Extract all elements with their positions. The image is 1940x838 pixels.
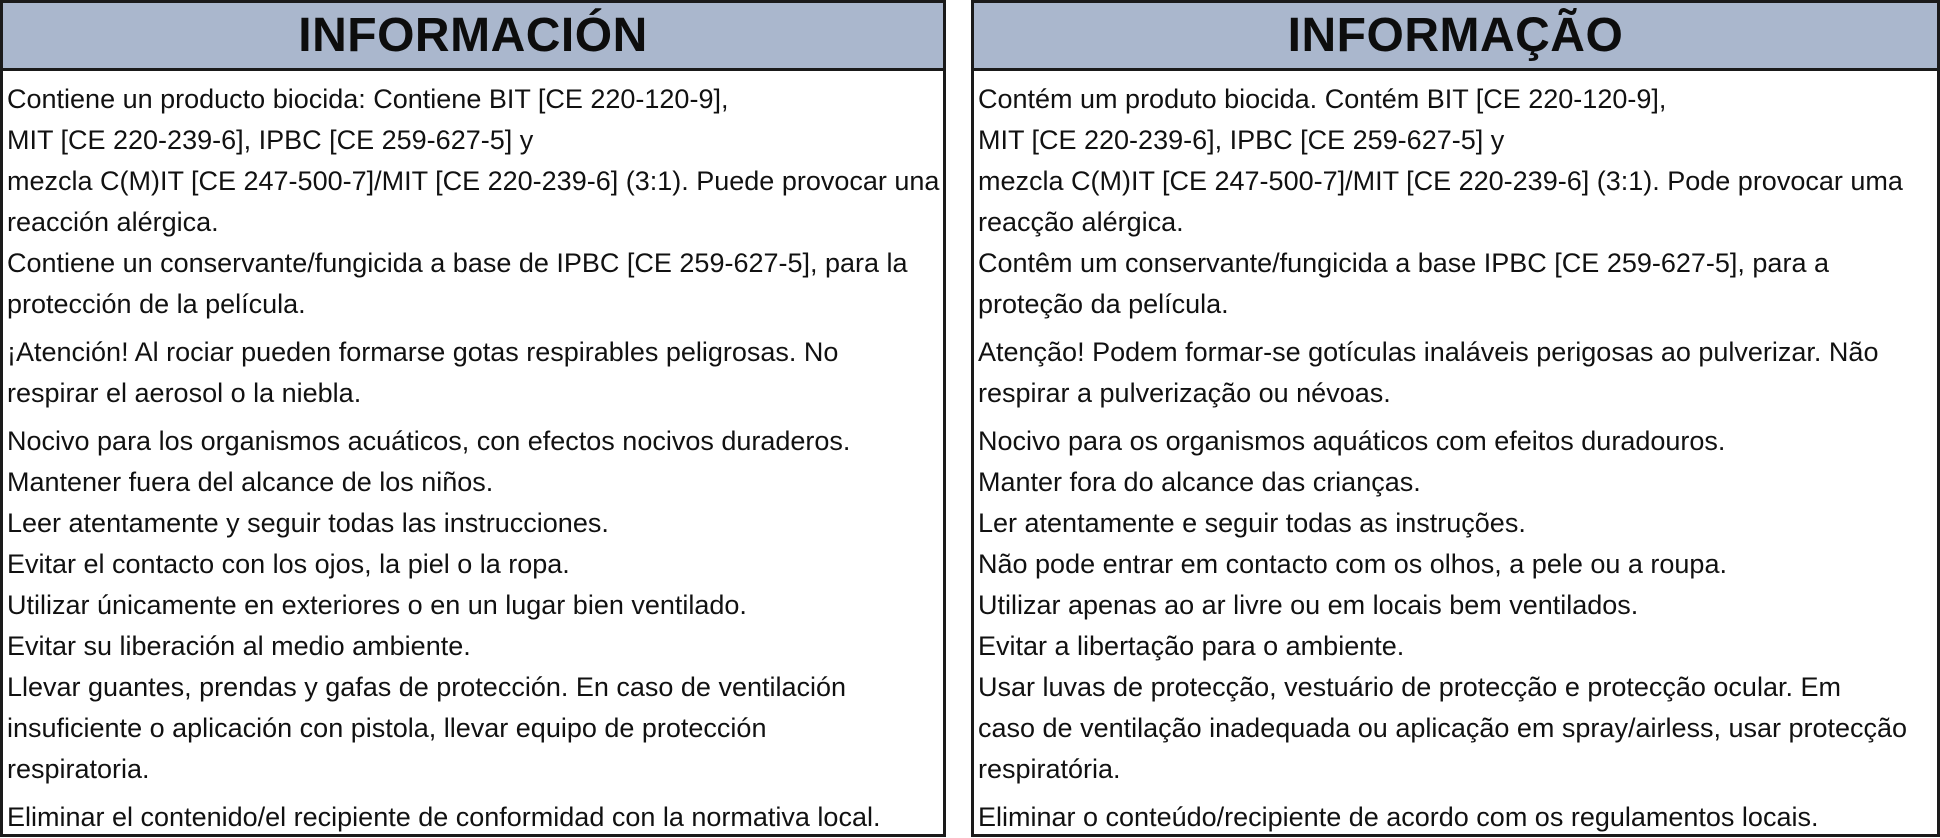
text-line: reacção alérgica. — [978, 207, 1184, 237]
paragraph-biocide — [978, 79, 1937, 243]
text-line: Llevar guantes, prendas y gafas de protección. En caso de ventilación — [7, 672, 847, 702]
text-line: Nocivo para los organismos acuáticos, con efectos nocivos duraderos. — [7, 426, 851, 456]
info-panel-es — [0, 0, 946, 837]
text-line: Não pode entrar em contacto com os olhos, a pele ou a roupa. — [978, 549, 1727, 579]
text-line: mezcla C(M)IT [CE 247-500-7]/MIT [CE 220-239-6] (3:1). Puede provocar una — [7, 166, 940, 196]
text-line: respiratoria. — [7, 754, 150, 784]
paragraph-disposal — [978, 797, 1937, 838]
paragraph-spray-warning — [7, 332, 943, 414]
paragraph-preservative — [978, 243, 1937, 325]
text-line: reacción alérgica. — [7, 207, 219, 237]
panel-body-es — [3, 71, 943, 838]
text-line: caso de ventilação inadequada ou aplicação em spray/airless, usar protecção — [978, 713, 1908, 743]
text-line: Usar luvas de protecção, vestuário de protecção e protecção ocular. Em — [978, 672, 1841, 702]
text-line: Manter fora do alcance das crianças. — [978, 467, 1421, 497]
text-line: mezcla C(M)IT [CE 247-500-7]/MIT [CE 220-239-6] (3:1). Pode provocar uma — [978, 166, 1903, 196]
text-line: Contêm um conservante/fungicida a base IPBC [CE 259-627-5], para a — [978, 248, 1829, 278]
panel-body-pt — [974, 71, 1937, 838]
text-line: Ler atentamente e seguir todas as instruções. — [978, 508, 1526, 538]
paragraph-precautions — [7, 421, 943, 790]
paragraph-precautions — [978, 421, 1937, 790]
text-line: Atenção! Podem formar-se gotículas inaláveis perigosas ao pulverizar. Não — [978, 337, 1879, 367]
text-line: Evitar su liberación al medio ambiente. — [7, 631, 471, 661]
text-line: ¡Atención! Al rociar pueden formarse gotas respirables peligrosas. No — [7, 337, 839, 367]
paragraph-spray-warning — [978, 332, 1937, 414]
text-line: insuficiente o aplicación con pistola, llevar equipo de protección — [7, 713, 767, 743]
info-panel-pt — [971, 0, 1940, 837]
text-line: Mantener fuera del alcance de los niños. — [7, 467, 494, 497]
text-line: Evitar el contacto con los ojos, la piel o la ropa. — [7, 549, 570, 579]
panel-title-pt: INFORMAÇÃO — [974, 3, 1937, 71]
text-line: Evitar a libertação para o ambiente. — [978, 631, 1405, 661]
text-line: Utilizar únicamente en exteriores o en un lugar bien ventilado. — [7, 590, 747, 620]
text-line: protección de la película. — [7, 289, 306, 319]
panel-title-es: INFORMACIÓN — [3, 3, 943, 71]
text-line: Nocivo para os organismos aquáticos com efeitos duradouros. — [978, 426, 1726, 456]
text-line: MIT [CE 220-239-6], IPBC [CE 259-627-5] y — [7, 125, 534, 155]
text-line: respirar el aerosol o la niebla. — [7, 378, 362, 408]
text-line: respiratória. — [978, 754, 1121, 784]
text-line: Utilizar apenas ao ar livre ou em locais bem ventilados. — [978, 590, 1639, 620]
text-line: Contém um produto biocida. Contém BIT [CE 220-120-9], — [978, 84, 1667, 114]
text-line: Eliminar o conteúdo/recipiente de acordo com os regulamentos locais. — [978, 802, 1819, 832]
text-line: Contiene un conservante/fungicida a base de IPBC [CE 259-627-5], para la — [7, 248, 908, 278]
text-line: proteção da película. — [978, 289, 1229, 319]
text-line: Leer atentamente y seguir todas las instrucciones. — [7, 508, 609, 538]
paragraph-preservative — [7, 243, 943, 325]
text-line: Eliminar el contenido/el recipiente de conformidad con la normativa local. — [7, 802, 881, 832]
paragraph-disposal — [7, 797, 943, 838]
text-line: respirar a pulverização ou névoas. — [978, 378, 1391, 408]
paragraph-biocide — [7, 79, 943, 243]
text-line: MIT [CE 220-239-6], IPBC [CE 259-627-5] y — [978, 125, 1505, 155]
text-line: Contiene un producto biocida: Contiene BIT [CE 220-120-9], — [7, 84, 729, 114]
